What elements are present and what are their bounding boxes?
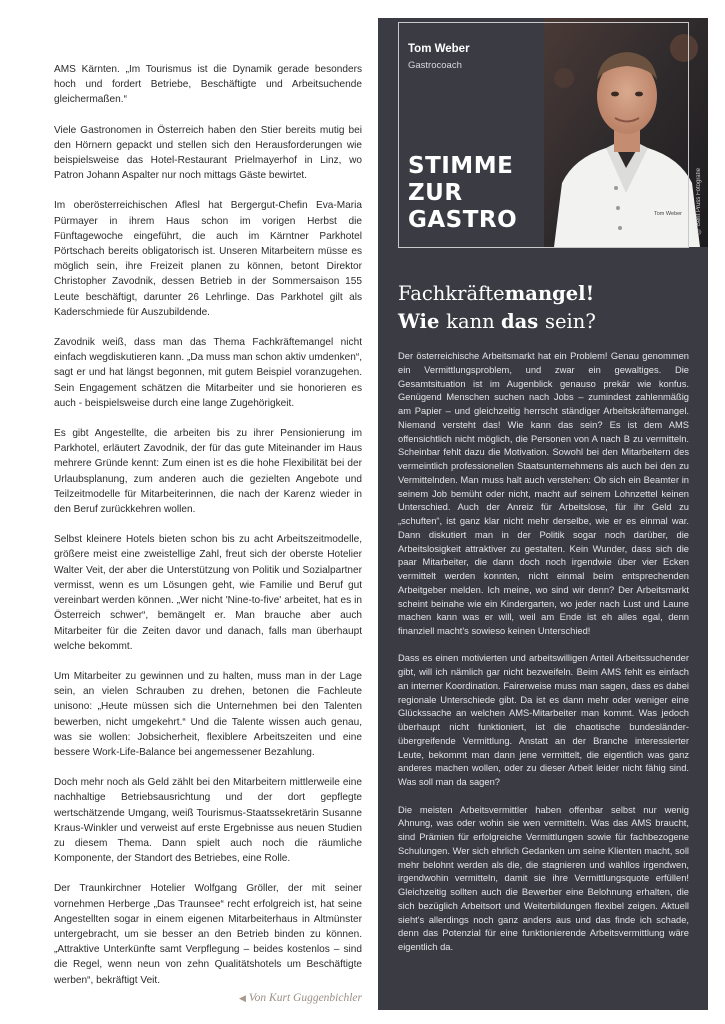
headline-line: ZUR	[408, 180, 463, 206]
column-headline	[408, 153, 517, 234]
sidebar-body	[398, 350, 689, 969]
author-role: Gastrocoach	[408, 60, 462, 71]
article-paragraph: Selbst kleinere Hotels bieten schon bis zu acht Arbeitszeitmodelle, größere meist eine zweistellige Zahl, freut sich der oberste Hotelier Walter Veit, der aber die Unterstützung von Politik und Sozialpartner vermisst, wenn es um Lösungen geht, wie Familie und Beruf gut vereinbart werden können. „Wer nicht 'Nine-to-five' arbeitet, hat es in Österreich schwer“, bemängelt er. Man brauche aber auch Mitarbeiter für die Zeiten davor und danach, falls man überhaupt welche bekommt.	[54, 534, 362, 652]
title-part: mangel!	[504, 282, 595, 305]
author-byline	[54, 991, 362, 1006]
triangle-left-icon: ◀	[239, 992, 246, 1003]
byline-text: Von Kurt Guggenbichler	[248, 991, 362, 1004]
sidebar-paragraph: Die meisten Arbeitsvermittler haben offenbar selbst nur wenig Ahnung, was oder wohin sie wen vermitteln. Was das AMS braucht, sind Prämien für erfolgreiche Vermittlungen sowie für fachbezogene Schulungen. Wer sich ehrlich Gedanken um seine Klienten macht, soll mehr belohnt werden als die, die stagnieren und wahllos irgendwen, irgendwohin vermitteln, damit sie ihre Vermittlungsquote erfüllen! Gleichzeitig sollten auch die Bewerber eine Belohnung erhalten, die sich bezüglich Arbeitsort und Weiterbildungen flexibel zeigen. Aktuell sieht's allerdings noch ganz anders aus und das finde ich schade, denn das Potenzial für eine funktionierende Arbeitsvermittlung wäre eigentlich da.	[398, 804, 689, 953]
photo-credit: © Berit Pruss Fotografie	[696, 168, 702, 234]
article-paragraph: Doch mehr noch als Geld zählt bei den Mitarbeitern mittlerweile eine nachhaltige Betriebsausrichtung und der dort gepflegte wertschätzende Umgang, weiß Tourismus-Staatssekretärin Susanne Kraus-Winkler und verweist auf erste Ergebnisse aus neuen Studien zu diesem Thema. Dann spielt auch noch die räumliche Komponente, der Standort des Betriebes, eine Rolle.	[54, 777, 362, 865]
author-name: Tom Weber	[408, 43, 470, 55]
headline-line: STIMME	[408, 153, 514, 179]
sidebar-paragraph: Dass es einen motivierten und arbeitswilligen Anteil Arbeitssuchender gibt, will ich nämlich gar nicht bezweifeln. Beim AMS fehlt es einfach an interner Koordination. Fairerweise muss man sagen, dass es dabei regionale Unterschiede gibt. Da ist es dann mehr oder weniger eine Glückssache an welchen AMS-Mitarbeiter man kommt. Was jedoch überhaupt nicht funktioniert, ist die chaotische bundesländer-übergreifende Vermittlung. Anstatt an der Branche interessierter Leute, bekommt man dann jene vermittelt, die eigentlich was ganz anderes machen wollen, oder zu dieser Arbeit leider nicht fähig sind. Was soll man da sagen?	[398, 653, 689, 788]
opinion-sidebar	[378, 18, 708, 1010]
headline-line: GASTRO	[408, 207, 518, 233]
article-title	[398, 280, 698, 336]
title-part: kann	[446, 310, 501, 333]
article-paragraph: Viele Gastronomen in Österreich haben den Stier bereits mutig bei den Hörnern gepackt und stellen sich den Herausforderungen wie beispielsweise das Hotel-Restaurant Prielmayerhof in Linz, wo Patron Johann Aspalter nur noch mittags Gäste bewirtet.	[54, 124, 362, 182]
title-part: das	[500, 310, 545, 333]
title-part: sein?	[544, 310, 596, 333]
article-paragraph: Zavodnik weiß, dass man das Thema Fachkräftemangel nicht einfach wegdiskutieren kann. „Da muss man schon aktiv umdenken“, sagt er und hat längst begonnen, mit gutem Beispiel voranzugehen. Sein Engagement schätzen die Mitarbeiter und sie honorieren es auch - beispielsweise durch eine lange Zugehörigkeit.	[54, 337, 363, 409]
article-paragraph: Es gibt Angestellte, die arbeiten bis zu ihrer Pensionierung im Parkhotel, erläutert Zavodnik, der für das gute Miteinander im Haus mehrere Gründe kennt: Zum einen ist es die hohe Flexibilität bei der Urlaubsplanung, zum anderen auch die gezielten Angebote und Teilzeitmodelle für Mitarbeiterinnen, die nach der Karenz wieder in den Beruf zurückkehren wollen.	[54, 428, 362, 516]
sidebar-paragraph: Der österreichische Arbeitsmarkt hat ein Problem! Genau genommen ein Vermittlungsproblem, und zwar ein gewaltiges. Die Gesamtsituation ist im Augenblick genauso prekär wie konfus. Genügend Menschen suchen nach Jobs – zumindest zahlenmäßig am Papier – und gleichzeitig herrscht ständiger Arbeitskräftemangel. Niemand versteht das! Wie kann das sein? Es ist dem AMS offensichtlich nicht möglich, die Personen von A nach B zu vermitteln. Scheinbar fehlt dazu die Motivation. Sowohl bei den Mitarbeitern des vermeintlich professionellen Staatsunternehmens als auch bei den zu Vermittelnden. Man muss halt auch verstehen: Ob sich ein Beamter in seinem Job bemüht oder nicht, macht auf seinem Lohnzettel keinen Unterschied. Auch der Anreiz für Arbeitslose, für ihr Geld zu „schuften“, ist ganz klar nicht mehr derselbe, wie er es einmal war. Dann diskutiert man in der Politik sogar noch darüber, die Arbeitslosigkeit attraktiver zu gestalten. Kein Wunder, dass sich die paar Mitarbeiter, die dann doch noch irgendwie über vier Ecken vermittelt werden konnten, nicht einmal beim entsprechenden Arbeitgeber melden. Ich meine, wo sind wir denn? Der Arbeitsmarkt scheint beinahe wie ein Kindergarten, wo jeder nach Lust und Laune machen kann was er will, weil am Ende ist eh alles egal, denn finanziell macht's sowieso keinen Unterschied!	[398, 351, 689, 636]
article-paragraph: Um Mitarbeiter zu gewinnen und zu halten, muss man in der Lage sein, an vielen Schrauben zu drehen, betonen die Fachleute unisono: „Heute müssen sich die Unternehmen bei den Talenten bewerben, nicht umgekehrt.“ Und die Talente wissen auch genau, was sie wollen: Jobsicherheit, flexiblere Arbeitszeiten und eine bessere Work-Life-Balance bei angemessener Bezahlung.	[54, 670, 362, 758]
jacket-embroidery: Tom Weber	[654, 211, 683, 217]
article-paragraph: Im oberösterreichischen Aflesl hat Bergergut-Chefin Eva-Maria Pürmayer in ihrem Haus schon im vorigen Herbst die Fünftagewoche eingeführt, die auch im Kärntner Parkhotel Pörtschach bereits obligatorisch ist. Unseren Mitarbeitern müsse es möglich sein, ihre Freizeit planen zu können, betont Direktor Christopher Zavodnik, dessen Betrieb in der Sommersaison 155 Leute beschäftigt, darunter 26 Lehrlinge. Das Parkhotel gilt als Kaderschmiede für Auszubildende.	[54, 200, 362, 318]
title-part: Wie	[398, 310, 447, 333]
article-paragraph: Der Traunkirchner Hotelier Wolfgang Gröller, der mit seiner vornehmen Herberge „Das Traunsee“ recht erfolgreich ist, hat seine Angestellten sogar in einem eigenen Mitarbeiterhaus in Altmünster untergebracht, um sie besser an den Betrieb binden zu können. „Attraktive Unterkünfte samt Verpflegung – beides kostenlos – sind die Regel, wenn neun von zehn Qualitätshotels um Beschäftigte werben“, bekräftigt Veit.	[54, 883, 362, 986]
article-paragraph: AMS Kärnten. „Im Tourismus ist die Dynamik gerade besonders hoch und fordert Betriebe, Beschäftigte und Arbeitsuchende gleichermaßen.“	[54, 64, 362, 106]
article-column	[54, 62, 362, 1006]
title-part: Fachkräfte	[398, 282, 505, 305]
